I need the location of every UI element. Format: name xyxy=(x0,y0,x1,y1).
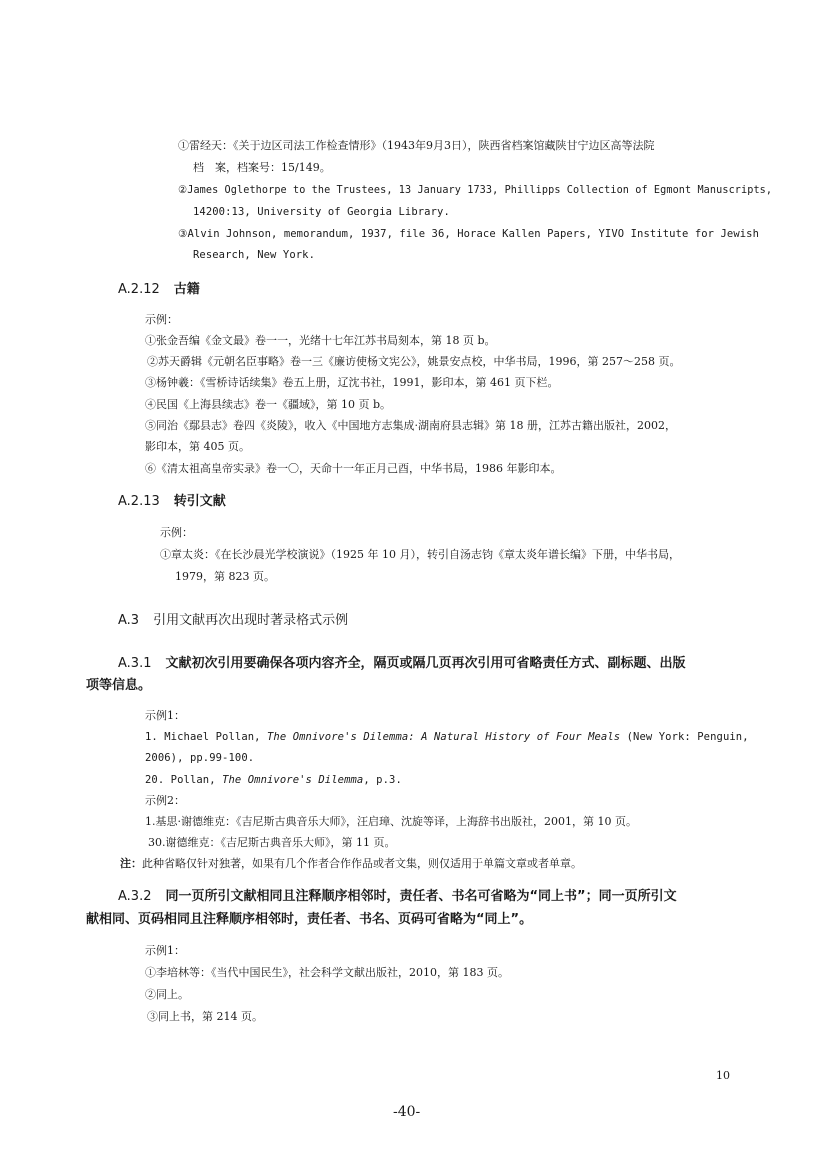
section-number: A.2.12 xyxy=(118,282,160,297)
citation-text: 1. Michael Pollan, xyxy=(145,731,268,743)
citation-book-title: The Omnivore's Dilemma xyxy=(222,774,364,786)
example-label: 示例1： xyxy=(145,944,185,957)
example-label: 示例： xyxy=(145,313,178,326)
section-heading-a3 xyxy=(118,612,348,630)
page-number: 10 xyxy=(716,1069,730,1082)
citation-line: 30.谢德维克：《吉尼斯古典音乐大师》，第 11 页。 xyxy=(148,836,396,849)
citation-line: 2006), pp.99-100. xyxy=(145,752,255,764)
section-title-continuation: 献相同、页码相同且注释顺序相邻时，责任者、书名、页码可省略为“同上”。 xyxy=(86,912,533,927)
example-label: 示例2： xyxy=(145,794,185,807)
section-heading-a212 xyxy=(118,281,200,299)
section-title: 引用文献再次出现时著录格式示例 xyxy=(153,613,349,628)
citation-line: ②同上。 xyxy=(145,988,189,1001)
note-line xyxy=(120,857,582,871)
citation-line: ③Alvin Johnson, memorandum, 1937, file 36, Horace Kallen Papers, YIVO Institute for Jewish xyxy=(178,228,760,240)
section-heading-a32 xyxy=(118,888,677,906)
citation-line: ①章太炎：《在长沙晨光学校演说》（1925 年 10 月），转引自汤志钧《章太炎年谱长编》下册，中华书局， xyxy=(160,548,680,561)
citation-line: ①李培林等：《当代中国民生》，社会科学文献出版社，2010，第 183 页。 xyxy=(145,966,509,979)
section-title: 文献初次引用要确保各项内容齐全，隔页或隔几页再次引用可省略责任方式、副标题、出版 xyxy=(165,656,686,671)
citation-line: 1.基思·谢德维克：《吉尼斯古典音乐大师》，汪启璋、沈旋等译，上海辞书出版社，2001，第 10 页。 xyxy=(145,815,637,828)
citation-line: 14200:13, University of Georgia Library. xyxy=(193,206,450,218)
footer-page-number: -40- xyxy=(393,1104,421,1120)
citation-line: ⑥《清太祖高皇帝实录》卷一〇，天命十一年正月己酉，中华书局，1986 年影印本。 xyxy=(145,462,562,475)
section-number: A.3.1 xyxy=(118,656,152,671)
citation-line: ①张金吾编《金文最》卷一一，光绪十七年江苏书局刻本，第 18 页 b。 xyxy=(145,334,496,347)
citation-text: (New York: Penguin, xyxy=(620,731,749,743)
citation-book-title: The Omnivore's Dilemma: A Natural History of Four Meals xyxy=(267,731,621,743)
citation-line: 1979，第 823 页。 xyxy=(175,570,275,583)
citation-line: 影印本，第 405 页。 xyxy=(145,440,250,453)
citation-line: ②James Oglethorpe to the Trustees, 13 January 1733, Phillipps Collection of Egmont Manuscripts, xyxy=(178,184,773,196)
section-title-continuation: 项等信息。 xyxy=(86,678,152,693)
citation-line: ③同上书，第 214 页。 xyxy=(147,1010,263,1023)
section-title: 同一页所引文献相同且注释顺序相邻时，责任者、书名可省略为“同上书”；同一页所引文 xyxy=(165,889,677,904)
note-text: 此种省略仅针对独著，如果有几个作者合作作品或者文集，则仅适用于单篇文章或者单章。 xyxy=(142,857,582,870)
citation-line xyxy=(145,773,402,787)
note-label: 注： xyxy=(120,857,142,870)
example-label: 示例1： xyxy=(145,709,185,722)
citation-line: ③杨钟羲：《雪桥诗话续集》卷五上册，辽沈书社，1991，影印本，第 461 页下栏。 xyxy=(145,376,559,389)
section-number: A.3 xyxy=(118,613,140,628)
section-number: A.3.2 xyxy=(118,889,152,904)
citation-line: ⑤同治《鄢县志》卷四《炎陵》，收入《中国地方志集成·湖南府县志辑》第 18 册，江苏古籍出版社，2002， xyxy=(145,419,676,432)
section-heading-a31 xyxy=(118,655,686,673)
citation-text: 20. Pollan, xyxy=(145,774,223,786)
citation-line: 档 案，档案号：15/149。 xyxy=(193,161,331,174)
section-number: A.2.13 xyxy=(118,494,160,509)
section-heading-a213 xyxy=(118,493,226,511)
section-title: 古籍 xyxy=(173,282,200,297)
citation-line: Research, New York. xyxy=(193,249,316,261)
citation-line: ①雷经天：《关于边区司法工作检查情形》（1943年9月3日），陕西省档案馆藏陕甘宁边区高等法院 xyxy=(178,139,655,152)
citation-line: ②苏天爵辑《元朝名臣事略》卷一三《廉访使杨文宪公》，姚景安点校，中华书局，1996，第 257～258 页。 xyxy=(147,355,681,368)
citation-line: ④民国《上海县续志》卷一《疆域》，第 10 页 b。 xyxy=(145,398,392,411)
citation-line xyxy=(145,730,749,744)
section-title: 转引文献 xyxy=(173,494,226,509)
example-label: 示例： xyxy=(160,526,193,539)
citation-text: , p.3. xyxy=(363,774,402,786)
